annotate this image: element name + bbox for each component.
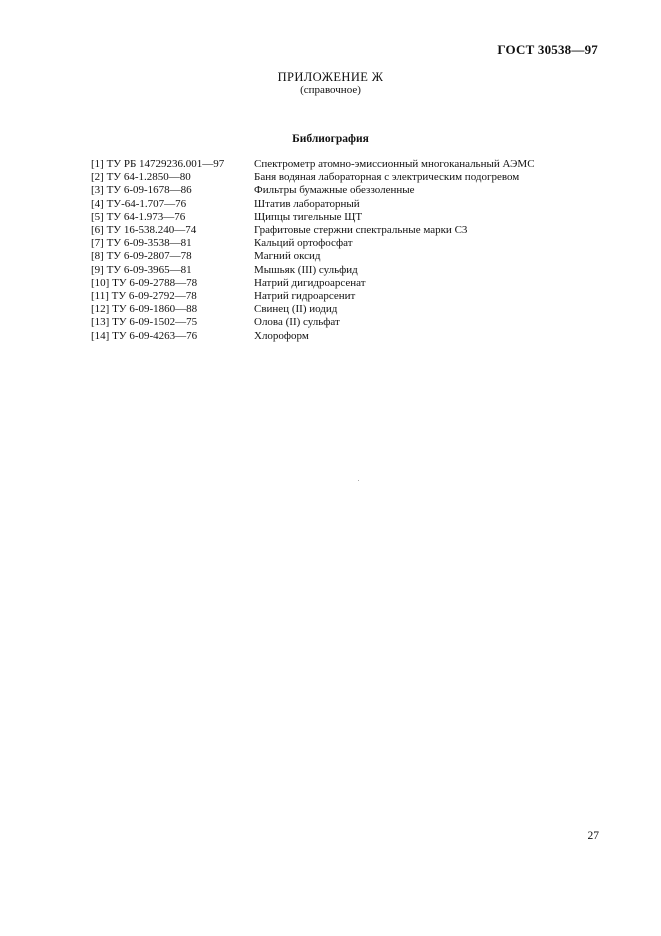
bibliography-title: Олова (II) сульфат: [254, 316, 340, 329]
bibliography-title: Фильтры бумажные обеззоленные: [254, 184, 415, 197]
bibliography-code: [8] ТУ 6-09-2807—78: [91, 250, 192, 263]
bibliography-code: [11] ТУ 6-09-2792—78: [91, 290, 197, 303]
bibliography-title: Хлороформ: [254, 329, 309, 342]
bibliography-title: Магний оксид: [254, 250, 321, 263]
bibliography-title: Штатив лабораторный: [254, 197, 360, 210]
appendix-subtitle: (справочное): [300, 84, 361, 96]
bibliography-title: Графитовые стержни спектральные марки С3: [254, 224, 468, 237]
bibliography-code: [6] ТУ 16-538.240—74: [91, 224, 197, 237]
bibliography-code: [10] ТУ 6-09-2788—78: [91, 276, 198, 289]
bibliography-code: [5] ТУ 64-1.973—76: [91, 210, 186, 223]
bibliography-code: [13] ТУ 6-09-1502—75: [91, 316, 198, 329]
bibliography-code: [2] ТУ 64-1.2850—80: [91, 171, 191, 184]
bibliography-entry: [91, 158, 591, 171]
bibliography-title: Щипцы тигельные ЩТ: [254, 210, 363, 223]
bibliography-title: Баня водяная лабораторная с электрическим подогревом: [254, 171, 520, 184]
bibliography-code: [9] ТУ 6-09-3965—81: [91, 263, 192, 276]
bibliography-entry: [91, 224, 591, 237]
bibliography-entry: [91, 237, 591, 250]
bibliography-entry: [91, 250, 591, 263]
bibliography-entry: [91, 303, 591, 316]
bibliography-title: Мышьяк (III) сульфид: [254, 263, 358, 276]
bibliography-code: [12] ТУ 6-09-1860—88: [91, 303, 198, 316]
bibliography-entry: [91, 184, 591, 197]
bibliography-entry: [91, 277, 591, 290]
document-code: ГОСТ 30538—97: [497, 42, 598, 57]
bibliography-code: [7] ТУ 6-09-3538—81: [91, 237, 192, 250]
bibliography-title: Спектрометр атомно-эмиссионный многоканальный АЭМС: [254, 158, 535, 170]
bibliography-title: Кальций ортофосфат: [254, 237, 353, 250]
scan-speck: [358, 480, 359, 481]
bibliography-entry: [91, 330, 591, 343]
bibliography-entry: [91, 264, 591, 277]
bibliography-title: Натрий дигидроарсенат: [254, 276, 366, 289]
bibliography-code: [3] ТУ 6-09-1678—86: [91, 184, 192, 197]
bibliography-entry: [91, 290, 591, 303]
page-number: 27: [587, 830, 599, 842]
bibliography-code: [4] ТУ-64-1.707—76: [91, 197, 187, 210]
bibliography-title: Натрий гидроарсенит: [254, 290, 356, 303]
bibliography-code: [1] ТУ РБ 14729236.001—97: [91, 158, 225, 170]
bibliography-entry: [91, 211, 591, 224]
section-title: Библиография: [292, 133, 369, 145]
appendix-title: ПРИЛОЖЕНИЕ Ж: [277, 70, 384, 84]
bibliography-title: Свинец (II) иодид: [254, 303, 338, 316]
bibliography-entry: [91, 316, 591, 329]
bibliography-entry: [91, 171, 591, 184]
bibliography-list: [91, 158, 591, 343]
bibliography-code: [14] ТУ 6-09-4263—76: [91, 329, 198, 342]
bibliography-entry: [91, 198, 591, 211]
